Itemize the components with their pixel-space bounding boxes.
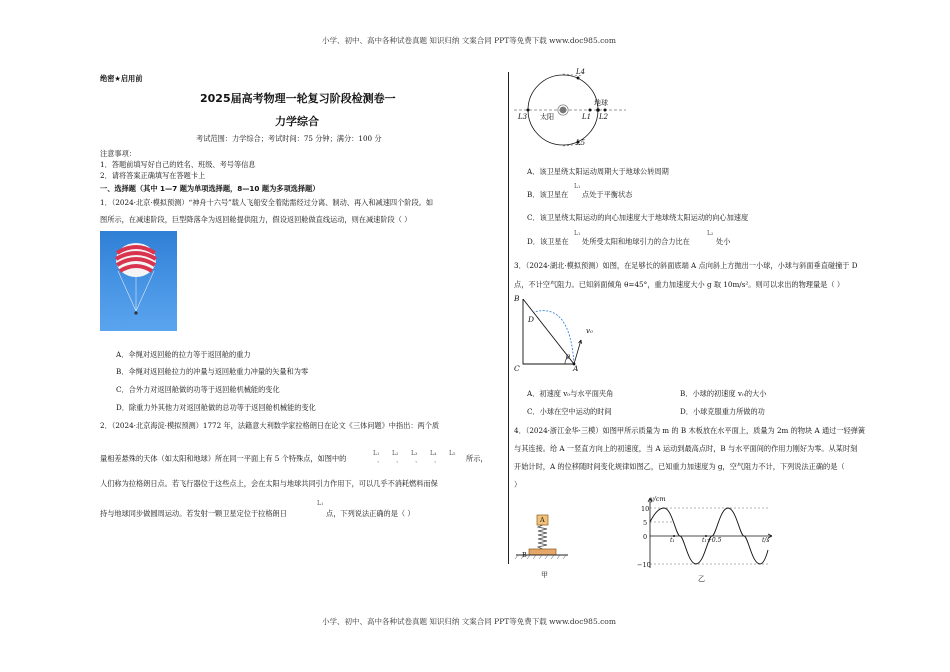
label-l4: L4 (576, 68, 586, 76)
q1-line-2: 图所示，在减速阶段，巨型降落伞为返回舱提供阻力，假设返回舱做直线运动，则在减速阶段（ ） (100, 215, 412, 224)
graph-x-label: t/s (762, 537, 770, 544)
notes-title: 注意事项： (100, 149, 136, 158)
page-title: 2025届高考物理一轮复习阶段检测卷一 (200, 92, 396, 105)
section-heading: 一、选择题（其中 1—7 题为单项选择题，8—10 题为多项选择题） (100, 184, 320, 193)
label-l2: L2 (599, 113, 609, 121)
q2-option-b: B．该卫星在 (527, 190, 569, 199)
q2-line-1: 2．（2024·北京海淀·模拟预测）1772 年，法籍意大利数学家拉格朗日在论文《三体问题》中指出：两个质 (100, 421, 440, 430)
label-v0: v₀ (586, 327, 593, 335)
q1-option-d: D．除重力外其他力对返回舱做的总功等于返回舱机械能的变化 (116, 403, 316, 412)
parachute-illustration (100, 231, 177, 331)
q2-optB-l1: L₁ (574, 183, 581, 190)
l1-symbol: L₁ (317, 500, 324, 507)
q1-option-c: C．合外力对返回舱做的功等于返回舱机械能的变化 (116, 385, 280, 394)
svg-text:、: 、 (415, 457, 422, 464)
graph-tick-0: 0 (643, 533, 648, 541)
lagrange-diagram (512, 68, 632, 156)
q2-optD-l2: L₂ (707, 230, 714, 237)
lagrange-point-symbols (372, 448, 464, 468)
incline-diagram (512, 290, 592, 380)
q2-option-d: D．该卫星在 (527, 237, 569, 246)
lagrange-diagram-svg (512, 68, 632, 152)
q2-option-d-tail: 处小 (716, 237, 731, 246)
spring-label-a: A (540, 516, 545, 524)
q4-line-4: ） (514, 480, 522, 489)
q2-line-4a: 持与地球同步做圆周运动。若发射一颗卫星定位于拉格朗日 (100, 509, 287, 518)
q2-option-a: A．该卫星绕太阳运动周期大于地球公转周期 (527, 167, 669, 176)
svg-text:、: 、 (377, 457, 384, 464)
graph-tick-10: 10 (641, 505, 650, 513)
svg-text:、: 、 (434, 457, 441, 464)
label-b: B (514, 294, 520, 303)
label-l1: L1 (582, 113, 592, 121)
graph-t1: t₁ (670, 537, 675, 544)
graph-y-label: y/cm (650, 495, 666, 503)
graph-tick-5: 5 (643, 519, 648, 527)
q2-line-4b: 点，下列说法正确的是（ ） (326, 509, 415, 518)
note-1: 1．答题前填写好自己的姓名、班级、考号等信息 (100, 160, 256, 169)
svg-text:、: 、 (396, 457, 403, 464)
label-theta: θ (566, 353, 570, 361)
q2-line-2a: 量相差悬殊的天体（如太阳和地球）所在同一平面上有 5 个特殊点，如图中的 (100, 454, 347, 463)
q2-option-c: C．该卫星绕太阳运动的向心加速度大于地球绕太阳运动的向心加速度 (527, 213, 749, 222)
q2-option-d-mid: 处所受太阳和地球引力的合力比在 (582, 237, 690, 246)
page-subtitle: 力学综合 (275, 115, 319, 128)
incline-diagram-svg (512, 290, 592, 376)
q1-option-b: B．伞绳对返回舱拉力的冲量与返回舱重力冲量的矢量和为零 (116, 367, 309, 376)
earth-label: 地球 (594, 99, 608, 107)
q3-option-b: B．小球的初速度 v₀的大小 (680, 389, 767, 398)
spring-label-b: B (522, 551, 527, 559)
q2-line-2b: 所示， (466, 454, 488, 463)
q2-line-3: 人们称为拉格朗日点。若飞行器位于这些点上，会在太阳与地球共同引力作用下，可以几乎不消耗燃料而保 (100, 479, 438, 488)
q4-line-2: 与其连接。给 A 一竖直方向上的初速度，当 A 运动到最高点时，B 与水平面间的作用力刚好为零。从某时刻 (514, 444, 858, 453)
svg-text:L₁: L₁ (373, 450, 380, 457)
label-d: D (528, 315, 535, 324)
svg-text:L₂: L₂ (392, 450, 399, 457)
label-c: C (514, 364, 520, 373)
column-divider (508, 72, 509, 564)
q1-line-1: 1．（2024·北京·模拟预测）“神舟十六号”载人飞船安全着陆需经过分离、制动、再入和减速四个阶段。如 (100, 198, 434, 207)
graph-caption: 乙 (698, 575, 705, 583)
q1-option-a: A．伞绳对返回舱的拉力等于返回舱的重力 (116, 350, 251, 359)
exam-info: 考试范围：力学综合；考试时间：75 分钟；满分：100 分 (196, 134, 382, 143)
q3-option-d: D．小球克服重力所做的功 (680, 407, 765, 416)
note-2: 2．请将答案正确填写在答题卡上 (100, 171, 206, 180)
graph-tick-minus10: −10 (637, 561, 651, 569)
q4-line-3: 开始计时，A 的位移随时间变化规律如图乙，已知重力加速度为 g，空气阻力不计，下列说法正确的是（ (514, 462, 845, 471)
label-a: A (573, 364, 579, 373)
secret-label: 绝密★启用前 (100, 74, 143, 83)
lagrange-symbols-graphic (372, 448, 464, 464)
q2-option-b-tail: 点处于平衡状态 (582, 190, 633, 199)
q3-line-1: 3．（2024·湖北·模拟预测）如图，在足够长的斜面底端 A 点向斜上方抛出一小球，小球与斜面垂直碰撞于 D (514, 261, 858, 270)
bottom-banner: 小学、初中、高中各种试卷真题 知识归纳 文案合同 PPT等免费下载 www.doc985.com (322, 617, 616, 626)
q3-option-c: C．小球在空中运动的时间 (527, 407, 612, 416)
spring-caption: 甲 (541, 571, 548, 579)
parachute-photo (100, 231, 177, 331)
svg-text:L₄: L₄ (430, 450, 437, 457)
q3-option-a: A．初速度 v₀与水平面夹角 (527, 389, 614, 398)
label-l3: L3 (518, 113, 528, 121)
q3-line-2: 点，不计空气阻力。已知斜面倾角 θ=45°，重力加速度大小 g 取 10m/s²。则可以求出的物理量是（ ） (514, 280, 845, 289)
label-l5: L5 (576, 139, 586, 147)
sun-label: 太阳 (540, 113, 554, 121)
q2-optD-l1: L₁ (574, 230, 581, 237)
svg-text:L₃: L₃ (411, 450, 418, 457)
top-banner: 小学、初中、高中各种试卷真题 知识归纳 文案合同 PPT等免费下载 www.doc985.com (322, 36, 616, 45)
q4-line-1: 4．（2024·浙江金华·三模）如图甲所示质量为 m 的 B 木板放在水平面上，质量为 2m 的物块 A 通过一轻弹簧 (514, 426, 866, 435)
svg-text:L₅: L₅ (449, 450, 456, 457)
graph-t1-plus: t₁+0.5 (702, 537, 722, 544)
